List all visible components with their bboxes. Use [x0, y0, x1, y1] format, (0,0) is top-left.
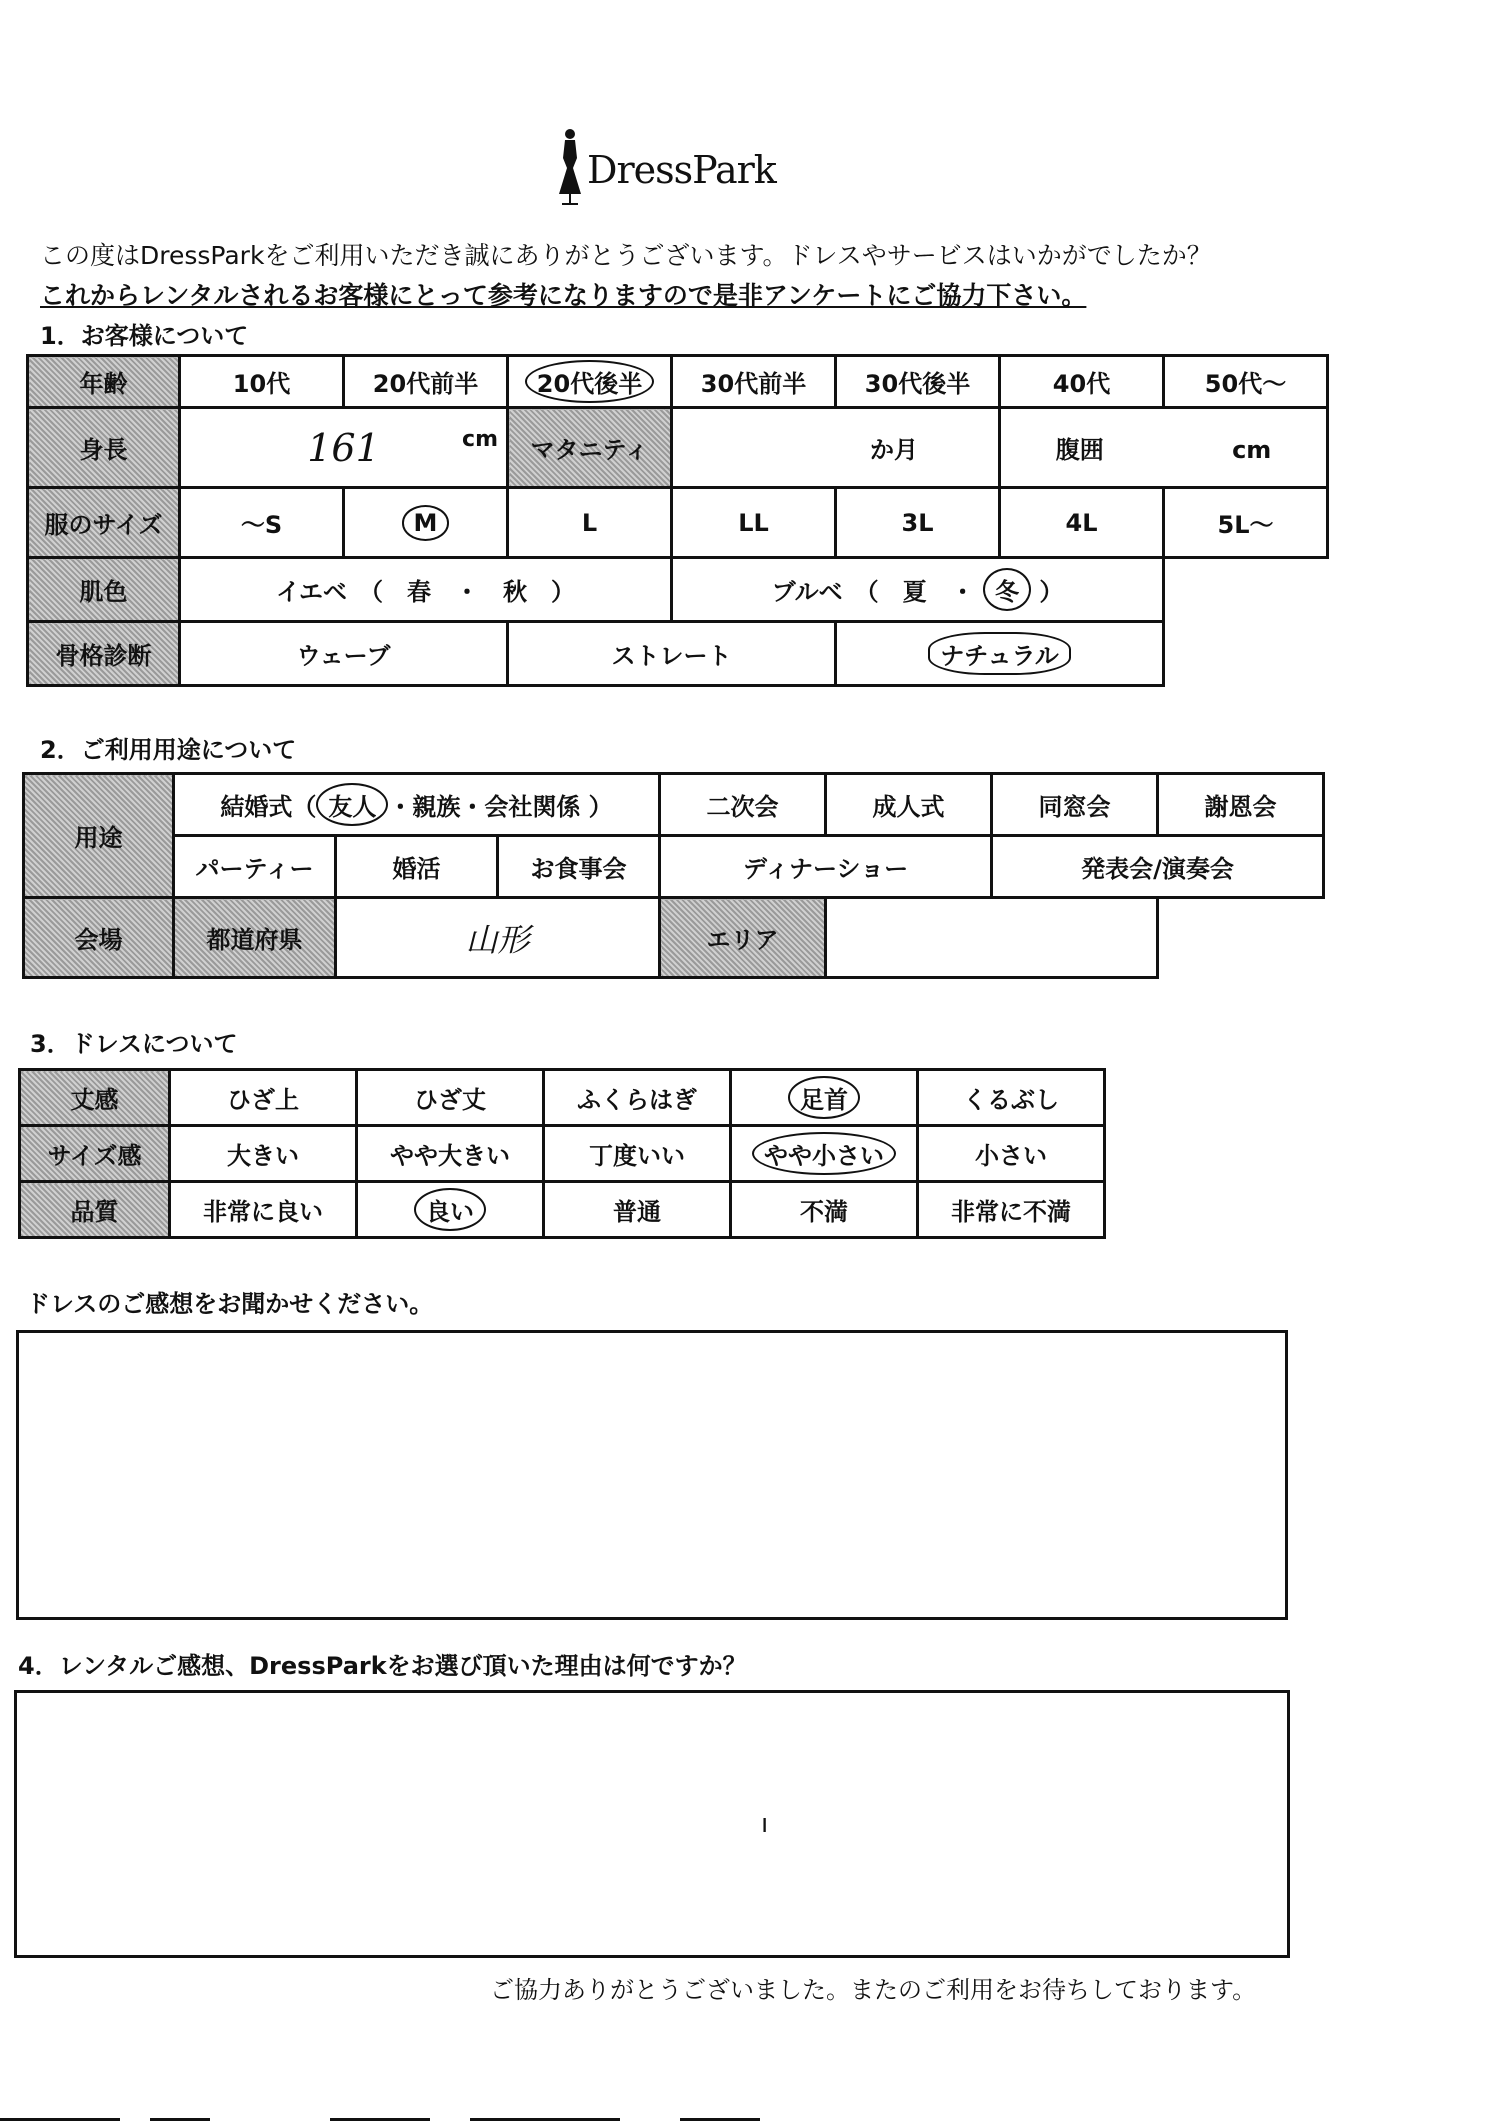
waist-label: 腹囲 — [1055, 436, 1104, 464]
reason-textarea[interactable] — [14, 1690, 1290, 1958]
friend-selected: 友人 — [316, 783, 388, 826]
size-option[interactable]: LL — [672, 488, 836, 558]
prefecture-label: 都道府県 — [174, 898, 336, 978]
fit-option[interactable]: 小さい — [918, 1126, 1105, 1182]
age-option[interactable]: 30代前半 — [672, 356, 836, 408]
length-option[interactable]: ふくらはぎ — [544, 1070, 731, 1126]
quality-option-selected[interactable]: 良い — [357, 1182, 544, 1238]
length-option[interactable]: ひざ上 — [170, 1070, 357, 1126]
age-option[interactable]: 50代～ — [1164, 356, 1328, 408]
dress-table — [18, 1068, 1106, 1239]
size-option[interactable]: ～S — [180, 488, 344, 558]
impression-textarea[interactable] — [16, 1330, 1288, 1620]
scan-artifact — [680, 2118, 760, 2121]
area-field[interactable] — [826, 898, 1158, 978]
skeleton-option[interactable]: ウェーブ — [180, 622, 508, 686]
section-3-title: 3．ドレスについて — [30, 1030, 238, 1058]
fit-option[interactable]: やや大きい — [357, 1126, 544, 1182]
intro-bold-line: これからレンタルされるお客様にとって参考になりますので是非アンケートにご協力下さい。 — [40, 281, 1087, 310]
months-unit: か月 — [870, 436, 918, 464]
use-option[interactable]: 謝恩会 — [1158, 774, 1324, 836]
fit-option[interactable]: 大きい — [170, 1126, 357, 1182]
skeleton-label: 骨格診断 — [28, 622, 180, 686]
length-option-selected[interactable]: 足首 — [731, 1070, 918, 1126]
age-option-selected[interactable]: 20代後半 — [508, 356, 672, 408]
maternity-months-field[interactable] — [672, 408, 1000, 488]
blue-base-option[interactable]: ブルベ （ 夏 ・ 冬 ） — [672, 558, 1164, 622]
length-option[interactable]: ひざ丈 — [357, 1070, 544, 1126]
length-label: 丈感 — [20, 1070, 170, 1126]
size-option[interactable]: 3L — [836, 488, 1000, 558]
maternity-label: マタニティ — [508, 408, 672, 488]
age-label: 年齢 — [28, 356, 180, 408]
section-1-title: 1．お客様について — [40, 322, 249, 350]
skeleton-option-selected[interactable]: ナチュラル — [836, 622, 1164, 686]
size-label: 服のサイズ — [28, 488, 180, 558]
fit-option-selected[interactable]: やや小さい — [731, 1126, 918, 1182]
height-unit: cm — [462, 427, 498, 452]
winter-selected: 冬 — [983, 568, 1031, 611]
fit-option[interactable]: 丁度いい — [544, 1126, 731, 1182]
height-value: 161 — [307, 425, 380, 470]
use-option[interactable]: 二次会 — [660, 774, 826, 836]
age-option[interactable]: 40代 — [1000, 356, 1164, 408]
size-option[interactable]: 4L — [1000, 488, 1164, 558]
dress-mannequin-icon — [555, 128, 585, 208]
size-option[interactable]: L — [508, 488, 672, 558]
footer-thanks: ご協力ありがとうございました。またのご利用をお待ちしております。 — [490, 1976, 1257, 2004]
age-option[interactable]: 10代 — [180, 356, 344, 408]
size-option[interactable]: 5L～ — [1164, 488, 1328, 558]
area-label: エリア — [660, 898, 826, 978]
scan-artifact — [0, 2118, 120, 2121]
use-label: 用途 — [24, 774, 174, 898]
length-option[interactable]: くるぶし — [918, 1070, 1105, 1126]
height-field[interactable] — [180, 408, 508, 488]
fit-label: サイズ感 — [20, 1126, 170, 1182]
prefecture-field[interactable]: 山形 — [336, 898, 660, 978]
customer-table — [26, 354, 1329, 687]
brand-name: DressPark — [587, 148, 776, 192]
size-option-selected[interactable]: M — [344, 488, 508, 558]
use-option[interactable]: 婚活 — [336, 836, 498, 898]
usage-table — [22, 772, 1325, 979]
reason-answer: ı — [761, 1809, 769, 1839]
wedding-option[interactable]: 結婚式（ 友人 ・親族・会社関係 ） — [174, 774, 660, 836]
age-option[interactable]: 20代前半 — [344, 356, 508, 408]
scan-artifact — [470, 2118, 620, 2121]
yellow-base-option[interactable]: イエベ （ 春 ・ 秋 ） — [180, 558, 672, 622]
quality-option[interactable]: 普通 — [544, 1182, 731, 1238]
scan-artifact — [330, 2118, 430, 2121]
quality-label: 品質 — [20, 1182, 170, 1238]
waist-unit: cm — [1232, 436, 1272, 464]
use-option[interactable]: お食事会 — [498, 836, 660, 898]
section-4-title: 4．レンタルご感想、DressParkをお選び頂いた理由は何ですか？ — [18, 1652, 747, 1680]
waist-field[interactable] — [1000, 408, 1328, 488]
venue-label: 会場 — [24, 898, 174, 978]
skeleton-option[interactable]: ストレート — [508, 622, 836, 686]
age-option[interactable]: 30代後半 — [836, 356, 1000, 408]
use-option[interactable]: 同窓会 — [992, 774, 1158, 836]
use-option[interactable]: パーティー — [174, 836, 336, 898]
impression-prompt: ドレスのご感想をお聞かせください。 — [26, 1290, 434, 1318]
section-2-title: 2．ご利用用途について — [40, 736, 297, 764]
height-label: 身長 — [28, 408, 180, 488]
quality-option[interactable]: 非常に良い — [170, 1182, 357, 1238]
skin-label: 肌色 — [28, 558, 180, 622]
use-option[interactable]: 成人式 — [826, 774, 992, 836]
use-option[interactable]: ディナーショー — [660, 836, 992, 898]
use-option[interactable]: 発表会/演奏会 — [992, 836, 1324, 898]
intro-line: この度はDressParkをご利用いただき誠にありがとうございます。ドレスやサービスはいかがでしたか？ — [40, 241, 1212, 270]
quality-option[interactable]: 不満 — [731, 1182, 918, 1238]
quality-option[interactable]: 非常に不満 — [918, 1182, 1105, 1238]
dresspark-logo — [555, 128, 795, 218]
scan-artifact — [150, 2118, 210, 2121]
